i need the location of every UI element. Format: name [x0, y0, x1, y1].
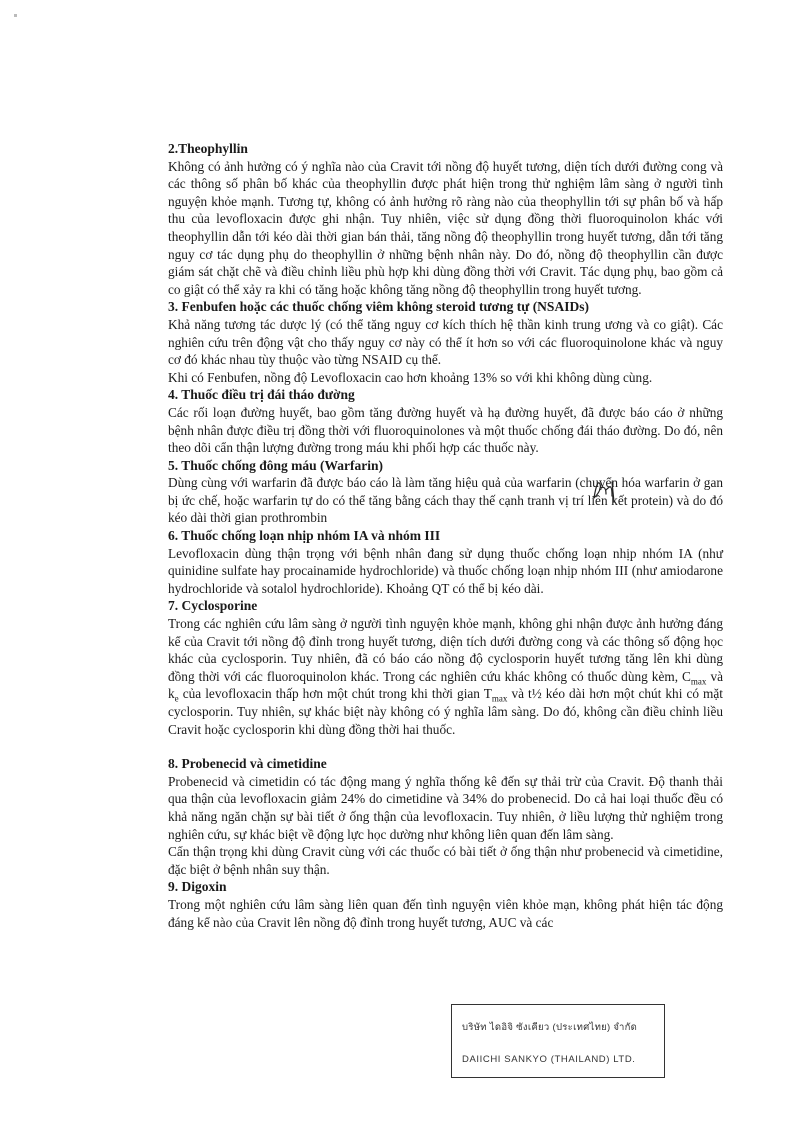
scan-dot: [14, 14, 17, 17]
document-body: [168, 140, 723, 931]
tmax-subscript: max: [491, 694, 508, 705]
section-heading-theophyllin: 2.Theophyllin: [168, 141, 248, 156]
stamp-thai-name: บริษัท ไดอิจิ ซังเคียว (ประเทศไทย) จำกัด: [462, 1022, 638, 1033]
section-body-cyclosporine: [168, 615, 723, 738]
section-heading-antiarrhythmic: 6. Thuốc chống loạn nhịp nhóm IA và nhóm III: [168, 528, 441, 544]
cyclosporine-text-b: và k: [168, 668, 723, 702]
handwritten-initial: [590, 476, 620, 504]
cyclosporine-text-d: và t½ kéo dài hơn một chút khi có mặt cyclosporin. Tuy nhiên, sự khác biệt này không có ý nghĩa lâm sàng. Do đó, không cần điều chỉnh liều Cravit hoặc cyclosporin khi dùng đồng thời hai thuốc.: [168, 686, 723, 737]
section-body-probenecid-caution: Cẩn thận trọng khi dùng Cravit cùng với các thuốc có bài tiết ở ống thận như probenecid và cimetidine, đặc biệt ở bệnh nhân suy thận.: [168, 844, 723, 877]
section-body-nsaids: Khả năng tương tác dược lý (có thể tăng nguy cơ kích thích hệ thần kinh trung ương và co giật). Các nghiên cứu trên động vật cho thấy nguy cơ này có thể ít hơn so với các fluoroquinolone khác và nguy cơ đó khác nhau tùy thuộc vào từng NSAID cụ thể.: [168, 316, 723, 368]
section-body-digoxin: Trong một nghiên cứu lâm sàng liên quan đến tình nguyện viên khỏe mạn, không phát hiện tác động đáng kể nào của Cravit lên nồng độ đỉnh trong huyết tương, AUC và các: [168, 896, 723, 930]
section-heading-warfarin: 5. Thuốc chống đông máu (Warfarin): [168, 457, 384, 473]
section-body-fenbufen: Khi có Fenbufen, nồng độ Levofloxacin cao hơn khoảng 13% so với khi không dùng cùng.: [168, 369, 653, 385]
section-heading-nsaids: 3. Fenbufen hoặc các thuốc chống viêm không steroid tương tự (NSAIDs): [168, 299, 589, 315]
section-body-theophyllin: Không có ảnh hưởng có ý nghĩa nào của Cravit tới nồng độ huyết tương, diện tích dưới đường cong và các thông số phân bố khác của theophyllin được phát hiện trong thử nghiệm lâm sàng ở người tình nguyện khỏe mạnh. Tương tự, không có ảnh hưởng rõ ràng nào của theophyllin tới sự phân bố và hấp thu của levofloxacin được ghi nhận. Tuy nhiên, việc sử dụng đồng thời fluoroquinolon khác với theophyllin dẫn tới kéo dài thời gian bán thải, tăng nồng độ theophyllin trong huyết tương, dẫn tới tăng nguy cơ tác dụng phụ do theophyllin ở những bệnh nhân này. Do đó, nồng độ theophyllin cần được giám sát chặt chẽ và điều chỉnh liều phù hợp khi dùng đồng thời với Cravit. Tác dụng phụ, bao gồm cả co giật có thể xảy ra khi có tăng hoặc không tăng nồng độ theophyllin trong huyết tương.: [168, 158, 723, 297]
company-stamp: [451, 1004, 665, 1078]
cmax-subscript: max: [690, 676, 707, 687]
cyclosporine-text-a: Trong các nghiên cứu lâm sàng ở người tình nguyện khỏe mạnh, không ghi nhận được ảnh hưởng đáng kể của Cravit tới nồng độ đỉnh trong huyết tương, diện tích dưới đường cong và các thông số động học khác của cyclosporin. Tuy nhiên, đã có báo cáo nồng độ cyclosporin huyết tương tăng lên khi dùng đồng thời với các fluoroquinolon khác. Trong các nghiên cứu khác không có thuốc dùng kèm, C: [168, 616, 723, 684]
section-heading-antidiabetic: 4. Thuốc điều trị đái tháo đường: [168, 387, 355, 403]
cyclosporine-text-c: của levofloxacin thấp hơn một chút trong khi thời gian T: [178, 686, 492, 702]
section-heading-cyclosporine: 7. Cyclosporine: [168, 598, 258, 614]
section-gap: [168, 738, 723, 755]
section-body-antiarrhythmic: Levofloxacin dùng thận trọng với bệnh nhân đang sử dụng thuốc chống loạn nhịp nhóm IA (như quinidine sulfate hay procainamide hydrochloride) và thuốc chống loạn nhịp nhóm III (như amiodarone hydrochloride và sotalol hydrochloride). Khoảng QT có thể bị kéo dài.: [168, 545, 723, 596]
section-body-warfarin: Dùng cùng với warfarin đã được báo cáo là làm tăng hiệu quả của warfarin (chuyển hóa warfarin ở gan bị ức chế, hoặc warfarin tự do có thể tăng bằng cách thay thế cạnh tranh vị trí liên kết protein) và do đó kéo dài thời gian prothrombin: [168, 475, 723, 526]
section-heading-digoxin: 9. Digoxin: [168, 879, 227, 895]
ke-subscript: e: [174, 694, 179, 705]
section-heading-probenecid: 8. Probenecid và cimetidine: [168, 756, 327, 772]
section-body-antidiabetic: Các rối loạn đường huyết, bao gồm tăng đường huyết và hạ đường huyết, đã được báo cáo ở những bệnh nhân được điều trị đồng thời với fluoroquinolones và một thuốc chống đái tháo đường. Do đó, nên theo dõi cẩn thận lượng đường trong máu khi phối hợp các thuốc này.: [168, 404, 723, 456]
section-body-probenecid: Probenecid và cimetidin có tác động mang ý nghĩa thống kê đến sự thải trừ của Cravit. Độ thanh thải qua thận của levofloxacin giảm 24% do cimetidine và 34% do probenecid. Do cả hai loại thuốc đều có khả năng ngăn chặn sự bài tiết ở ống thận của levofloxacin. Tuy nhiên, ở liều lượng thử nghiệm trong nghiên cứu, sự khác biệt về động lực học dường như không liên quan đến lâm sàng.: [168, 773, 723, 842]
stamp-english-name: DAIICHI SANKYO (THAILAND) LTD.: [462, 1054, 636, 1065]
